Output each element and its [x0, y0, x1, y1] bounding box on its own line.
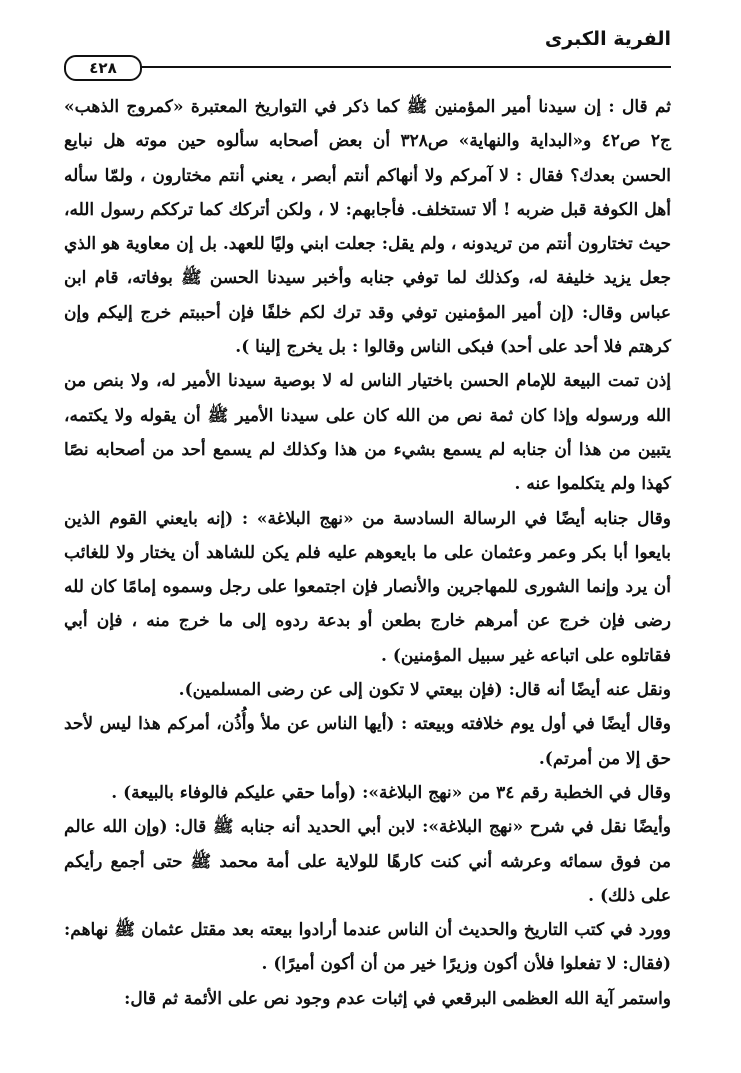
- paragraph-7: وأيضًا نقل في شرح «نهج البلاغة»: لابن أبي الحديد أنه جنابه ﷺ قال: (وإن الله عالم من فوق سمائه وعرشه أني كنت كارهًا للولاية على أمة محمد ﷺ حتى أجمع رأيكم على ذلك) .: [64, 817, 671, 906]
- paragraph-4: ونقل عنه أيضًا أنه قال: (فإن بيعتي لا تكون إلى عن رضى المسلمين).: [178, 680, 671, 701]
- paragraph-9: واستمر آية الله العظمى البرقعي في إثبات عدم وجود نص على الأئمة ثم قال:: [124, 988, 671, 1009]
- header-rule: [64, 66, 671, 68]
- paragraph-5: وقال أيضًا في أول يوم خلافته وبيعته : (أيها الناس عن ملأ وأُذُن، أمركم هذا ليس لأحد حق إلا من أمرتم).: [64, 714, 671, 769]
- paragraph-6: وقال في الخطبة رقم ٣٤ من «نهج البلاغة»: (وأما حقي عليكم فالوفاء بالبيعة) .: [111, 782, 671, 803]
- paragraph-2: إذن تمت البيعة للإمام الحسن باختيار الناس له لا بوصية سيدنا الأمير له، ولا بنص من الله ورسوله وإذا كان ثمة نص من الله كان على سيدنا الأمير ﷺ أن يقوله ولا يكتمه، يتبين من هذا أن جنابه لم يسمع بشيء من هذا وكذلك لم يسمع أحد من أصحابه نصًا كهذا ولم يتكلموا عنه .: [64, 371, 671, 495]
- book-title: الفرية الكبرى: [544, 28, 671, 50]
- body-text: [64, 90, 671, 1016]
- page-header: [64, 28, 671, 77]
- paragraph-8: وورد في كتب التاريخ والحديث أن الناس عندما أرادوا بيعته بعد مقتل عثمان ﷺ نهاهم: (فقال: لا تفعلوا فلأن أكون وزيرًا خير من أن أكون أميرًا) .: [64, 920, 671, 975]
- paragraph-3: وقال جنابه أيضًا في الرسالة السادسة من «نهج البلاغة» : (إنه بايعني القوم الذين بايعوا أبا بكر وعمر وعثمان على ما بايعوهم عليه فلم يكن للشاهد أن يختار ولا للغائب أن يرد وإنما الشورى للمهاجرين والأنصار فإن اجتمعوا على رجل وسموه إمامًا كان لله رضى فإن خرج عن أمرهم خارج بطعن أو بدعة ردوه إلى ما خرج منه ، فإن أبي فقاتلوه على اتباعه غير سبيل المؤمنين) .: [64, 508, 671, 666]
- page-number: ٤٢٨: [64, 55, 142, 81]
- paragraph-1: ثم قال : إن سيدنا أمير المؤمنين ﷺ كما ذكر في التواريخ المعتبرة «كمروج الذهب» ج٢ ص٤٢ و«البداية والنهاية» ص٣٢٨ أن بعض أصحابه سألوه حين موته هل نبايع الحسن بعدك؟ فقال : لا آمركم ولا أنهاكم أنتم أبصر ، يعني أنتم مختارون ، ولمّا سأله أهل الكوفة قبل ضربه ! ألا تستخلف. فأجابهم: لا ، ولكن أتركك كما ترككم رسول الله، حيث تختارون أنتم من تريدونه ، ولم يقل: جعلت ابني وليًا للعهد. بل إن معاوية هو الذي جعل يزيد خليفة له، وكذلك لما توفي جنابه وأخبر سيدنا الحسن ﷺ بوفاته، قام ابن عباس وقال: (إن أمير المؤمنين توفي وقد ترك لكم خلفًا فإن أحببتم خرج إليكم وإن كرهتم فلا أحد على أحد) فبكى الناس وقالوا : بل يخرج إلينا ).: [64, 97, 671, 358]
